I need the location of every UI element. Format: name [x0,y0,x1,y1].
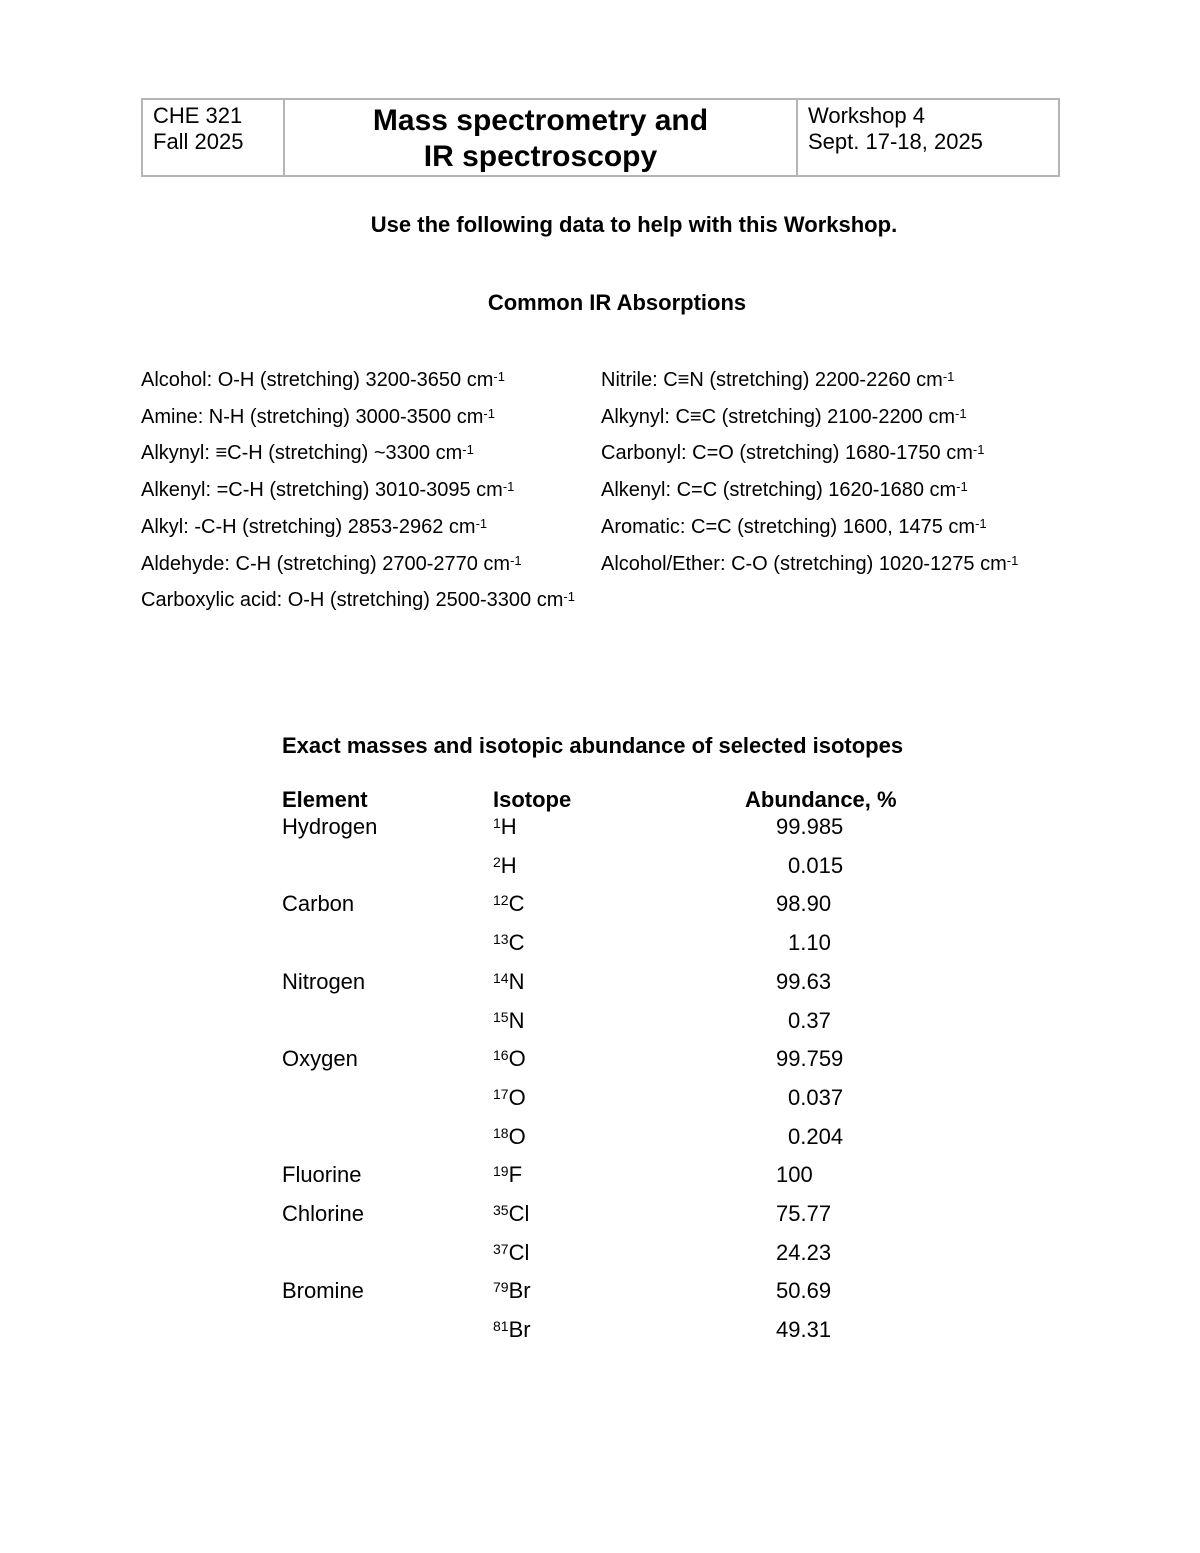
ir-absorption-item: Amine: N-H (stretching) 3000-3500 $cm^{-1}$ [141,405,495,428]
isotope-symbol: $^1$H [493,814,517,839]
course-term: Fall 2025 [153,129,244,154]
isotope-symbol: $^2$H [493,852,517,878]
ir-absorption-item: Carbonyl: C=O (stretching) 1680-1750 $cm^{-1}$ [601,442,985,465]
header-isotope: Isotope [493,787,572,812]
ir-absorption-item: Aromatic: C=C (stretching) 1600, 1475 $cm^{-1}$ [601,515,987,538]
ir-absorption-item: Alcohol/Ether: C-O (stretching) 1020-1275 $cm^{-1}$ [601,552,1019,575]
abundance-value: 0.015 [788,852,844,878]
workshop-number: Workshop 4 [808,103,925,128]
isotope-symbol: $^{18}$O [493,1123,526,1149]
page-title: Mass spectrometry and [372,104,709,137]
abundance-value: 49.31 [776,1317,832,1343]
element-name: Carbon [282,891,355,917]
workshop-dates: Sept. 17-18, 2025 [808,129,983,154]
abundance-value: 50.69 [776,1278,832,1304]
ir-absorption-item: Alkynyl: C≡C (stretching) 2100-2200 $cm^{-1}$ [601,405,967,428]
abundance-value: 0.37 [788,1007,831,1033]
ir-absorption-item: Alkyl: -C-H (stretching) 2853-2962 $cm^{-1}$ [141,515,488,538]
course-cell [142,99,284,176]
header-table [141,98,1060,177]
page-title-line2: IR spectroscopy [423,140,658,173]
ir-absorption-item: Alkenyl: =C-H (stretching) 3010-3095 $cm^{-1}$ [141,479,515,502]
abundance-value: 99.63 [776,968,832,994]
ir-section-title: Common IR Absorptions [487,290,747,315]
isotope-symbol: $^{35}$Cl [493,1201,530,1226]
isotope-symbol: $^{13}$C [493,930,525,956]
isotope-symbol: $^{79}$Br [493,1278,531,1304]
workshop-cell [797,99,1059,176]
isotopes-title: Exact masses and isotopic abundance of selected isotopes [282,733,904,758]
isotope-symbol: $^{81}$Br [493,1317,531,1343]
ir-absorption-item: Carboxylic acid: O-H (stretching) 2500-3300 $cm^{-1}$ [141,589,575,612]
ir-absorption-item: Aldehyde: C-H (stretching) 2700-2770 $cm^{-1}$ [141,552,522,575]
isotope-symbol: $^{16}$O [493,1046,526,1072]
isotope-symbol: $^{15}$N [493,1007,525,1033]
header-abundance: Abundance, % [745,787,897,812]
abundance-value: 100 [776,1162,813,1188]
isotope-symbol: $^{37}$Cl [493,1239,530,1265]
abundance-value: 0.204 [788,1123,844,1149]
element-name: Bromine [282,1278,364,1304]
isotope-symbol: $^{19}$F [493,1162,523,1188]
element-name: Chlorine [282,1201,364,1226]
abundance-value: 99.985 [776,814,844,839]
abundance-value: 0.037 [788,1084,844,1110]
title-cell [284,99,797,176]
element-name: Nitrogen [282,968,366,994]
isotope-symbol: $^{14}$N [493,968,525,994]
ir-absorption-item: Alkynyl: ≡C-H (stretching) ~3300 $cm^{-1}$ [141,442,474,465]
ir-absorption-item: Nitrile: C≡N (stretching) 2200-2260 $cm^{-1}$ [601,369,955,391]
instructions: Use the following data to help with this Workshop. [370,212,898,237]
ir-absorption-item: Alkenyl: C=C (stretching) 1620-1680 $cm^{-1}$ [601,479,968,502]
abundance-value: 1.10 [788,930,831,956]
abundance-value: 99.759 [776,1046,844,1072]
course-code: CHE 321 [153,103,243,128]
header-element: Element [282,787,368,812]
ir-absorption-item: Alcohol: O-H (stretching) 3200-3650 $cm^{-1}$ [141,369,505,391]
abundance-value: 75.77 [776,1201,832,1226]
abundance-value: 98.90 [776,891,832,917]
element-name: Fluorine [282,1162,362,1188]
element-name: Hydrogen [282,814,378,839]
isotope-symbol: $^{17}$O [493,1084,526,1110]
element-name: Oxygen [282,1046,358,1072]
isotope-symbol: $^{12}$C [493,891,525,917]
abundance-value: 24.23 [776,1239,832,1265]
